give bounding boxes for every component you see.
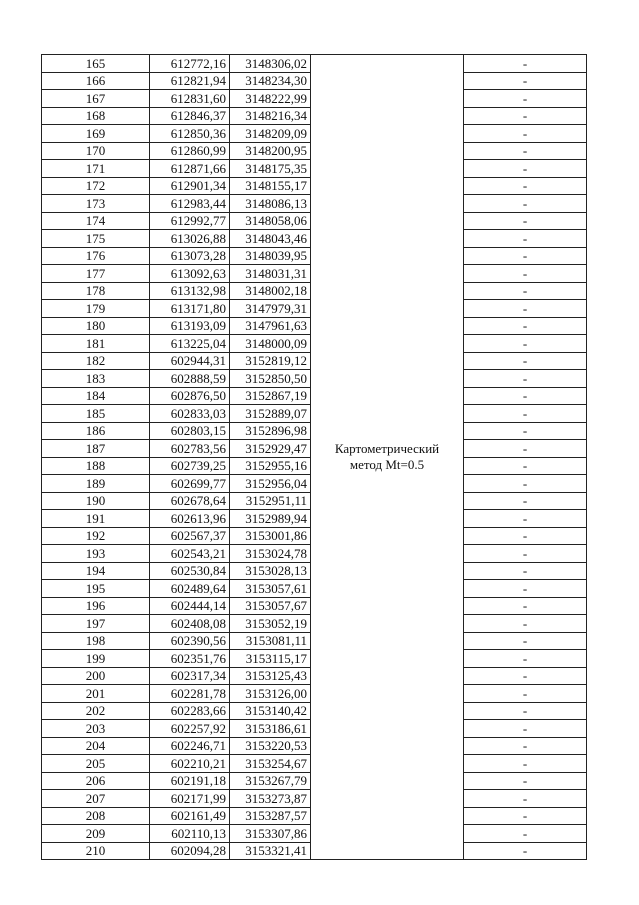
x-coordinate-cell: 602351,76 (150, 650, 230, 668)
y-coordinate-cell: 3148058,06 (230, 212, 311, 230)
x-coordinate-cell: 602699,77 (150, 475, 230, 493)
point-number-cell: 198 (42, 632, 150, 650)
accuracy-cell: - (464, 195, 587, 213)
y-coordinate-cell: 3153001,86 (230, 527, 311, 545)
point-number-cell: 184 (42, 387, 150, 405)
y-coordinate-cell: 3153028,13 (230, 562, 311, 580)
point-number-cell: 175 (42, 230, 150, 248)
x-coordinate-cell: 602489,64 (150, 580, 230, 598)
accuracy-cell: - (464, 475, 587, 493)
point-number-cell: 192 (42, 527, 150, 545)
point-number-cell: 209 (42, 825, 150, 843)
point-number-cell: 183 (42, 370, 150, 388)
x-coordinate-cell: 612850,36 (150, 125, 230, 143)
point-number-cell: 195 (42, 580, 150, 598)
coordinates-table-body (42, 55, 587, 860)
y-coordinate-cell: 3152955,16 (230, 457, 311, 475)
accuracy-cell: - (464, 422, 587, 440)
y-coordinate-cell: 3152951,11 (230, 492, 311, 510)
x-coordinate-cell: 602530,84 (150, 562, 230, 580)
x-coordinate-cell: 602094,28 (150, 842, 230, 860)
y-coordinate-cell: 3148209,09 (230, 125, 311, 143)
point-number-cell: 187 (42, 440, 150, 458)
x-coordinate-cell: 612901,34 (150, 177, 230, 195)
y-coordinate-cell: 3153273,87 (230, 790, 311, 808)
accuracy-cell: - (464, 737, 587, 755)
y-coordinate-cell: 3148000,09 (230, 335, 311, 353)
point-number-cell: 165 (42, 55, 150, 73)
accuracy-cell: - (464, 615, 587, 633)
method-label-line-2: метод Mt=0.5 (349, 457, 425, 472)
point-number-cell: 181 (42, 335, 150, 353)
point-number-cell: 194 (42, 562, 150, 580)
accuracy-cell: - (464, 125, 587, 143)
y-coordinate-cell: 3147961,63 (230, 317, 311, 335)
y-coordinate-cell: 3153052,19 (230, 615, 311, 633)
y-coordinate-cell: 3152850,50 (230, 370, 311, 388)
y-coordinate-cell: 3153254,67 (230, 755, 311, 773)
accuracy-cell: - (464, 317, 587, 335)
y-coordinate-cell: 3148200,95 (230, 142, 311, 160)
accuracy-cell: - (464, 580, 587, 598)
point-number-cell: 200 (42, 667, 150, 685)
x-coordinate-cell: 602161,49 (150, 807, 230, 825)
x-coordinate-cell: 613092,63 (150, 265, 230, 283)
x-coordinate-cell: 612821,94 (150, 72, 230, 90)
point-number-cell: 193 (42, 545, 150, 563)
accuracy-cell: - (464, 457, 587, 475)
point-number-cell: 189 (42, 475, 150, 493)
coordinates-table (41, 54, 587, 860)
x-coordinate-cell: 602678,64 (150, 492, 230, 510)
point-number-cell: 199 (42, 650, 150, 668)
point-number-cell: 174 (42, 212, 150, 230)
y-coordinate-cell: 3153126,00 (230, 685, 311, 703)
x-coordinate-cell: 602191,18 (150, 772, 230, 790)
x-coordinate-cell: 612871,66 (150, 160, 230, 178)
x-coordinate-cell: 602944,31 (150, 352, 230, 370)
y-coordinate-cell: 3152867,19 (230, 387, 311, 405)
accuracy-cell: - (464, 545, 587, 563)
x-coordinate-cell: 602283,66 (150, 702, 230, 720)
accuracy-cell: - (464, 527, 587, 545)
point-number-cell: 169 (42, 125, 150, 143)
x-coordinate-cell: 612992,77 (150, 212, 230, 230)
x-coordinate-cell: 602739,25 (150, 457, 230, 475)
x-coordinate-cell: 602210,21 (150, 755, 230, 773)
accuracy-cell: - (464, 720, 587, 738)
accuracy-cell: - (464, 230, 587, 248)
x-coordinate-cell: 602110,13 (150, 825, 230, 843)
y-coordinate-cell: 3148155,17 (230, 177, 311, 195)
method-cell (311, 55, 464, 860)
x-coordinate-cell: 602888,59 (150, 370, 230, 388)
x-coordinate-cell: 612860,99 (150, 142, 230, 160)
point-number-cell: 201 (42, 685, 150, 703)
y-coordinate-cell: 3152889,07 (230, 405, 311, 423)
x-coordinate-cell: 602613,96 (150, 510, 230, 528)
x-coordinate-cell: 613073,28 (150, 247, 230, 265)
accuracy-cell: - (464, 562, 587, 580)
accuracy-cell: - (464, 300, 587, 318)
point-number-cell: 204 (42, 737, 150, 755)
x-coordinate-cell: 613026,88 (150, 230, 230, 248)
x-coordinate-cell: 602567,37 (150, 527, 230, 545)
x-coordinate-cell: 612831,60 (150, 90, 230, 108)
accuracy-cell: - (464, 265, 587, 283)
y-coordinate-cell: 3148216,34 (230, 107, 311, 125)
accuracy-cell: - (464, 405, 587, 423)
accuracy-cell: - (464, 825, 587, 843)
x-coordinate-cell: 602257,92 (150, 720, 230, 738)
point-number-cell: 179 (42, 300, 150, 318)
y-coordinate-cell: 3147979,31 (230, 300, 311, 318)
point-number-cell: 178 (42, 282, 150, 300)
y-coordinate-cell: 3148306,02 (230, 55, 311, 73)
accuracy-cell: - (464, 807, 587, 825)
x-coordinate-cell: 613193,09 (150, 317, 230, 335)
x-coordinate-cell: 612772,16 (150, 55, 230, 73)
x-coordinate-cell: 602246,71 (150, 737, 230, 755)
accuracy-cell: - (464, 510, 587, 528)
y-coordinate-cell: 3148175,35 (230, 160, 311, 178)
y-coordinate-cell: 3148043,46 (230, 230, 311, 248)
y-coordinate-cell: 3148086,13 (230, 195, 311, 213)
accuracy-cell: - (464, 55, 587, 73)
accuracy-cell: - (464, 107, 587, 125)
point-number-cell: 171 (42, 160, 150, 178)
x-coordinate-cell: 602833,03 (150, 405, 230, 423)
accuracy-cell: - (464, 755, 587, 773)
x-coordinate-cell: 602281,78 (150, 685, 230, 703)
y-coordinate-cell: 3148234,30 (230, 72, 311, 90)
point-number-cell: 190 (42, 492, 150, 510)
y-coordinate-cell: 3153125,43 (230, 667, 311, 685)
accuracy-cell: - (464, 440, 587, 458)
accuracy-cell: - (464, 142, 587, 160)
accuracy-cell: - (464, 492, 587, 510)
y-coordinate-cell: 3152896,98 (230, 422, 311, 440)
y-coordinate-cell: 3153220,53 (230, 737, 311, 755)
point-number-cell: 168 (42, 107, 150, 125)
y-coordinate-cell: 3153307,86 (230, 825, 311, 843)
point-number-cell: 176 (42, 247, 150, 265)
accuracy-cell: - (464, 790, 587, 808)
point-number-cell: 207 (42, 790, 150, 808)
x-coordinate-cell: 602783,56 (150, 440, 230, 458)
accuracy-cell: - (464, 597, 587, 615)
accuracy-cell: - (464, 72, 587, 90)
point-number-cell: 210 (42, 842, 150, 860)
y-coordinate-cell: 3148222,99 (230, 90, 311, 108)
point-number-cell: 172 (42, 177, 150, 195)
point-number-cell: 166 (42, 72, 150, 90)
y-coordinate-cell: 3153287,57 (230, 807, 311, 825)
point-number-cell: 182 (42, 352, 150, 370)
point-number-cell: 180 (42, 317, 150, 335)
point-number-cell: 196 (42, 597, 150, 615)
y-coordinate-cell: 3152929,47 (230, 440, 311, 458)
y-coordinate-cell: 3153186,61 (230, 720, 311, 738)
accuracy-cell: - (464, 632, 587, 650)
accuracy-cell: - (464, 667, 587, 685)
x-coordinate-cell: 613225,04 (150, 335, 230, 353)
accuracy-cell: - (464, 160, 587, 178)
point-number-cell: 202 (42, 702, 150, 720)
y-coordinate-cell: 3153057,67 (230, 597, 311, 615)
accuracy-cell: - (464, 370, 587, 388)
method-label-line-1: Картометрический (334, 441, 440, 456)
x-coordinate-cell: 613171,80 (150, 300, 230, 318)
y-coordinate-cell: 3153267,79 (230, 772, 311, 790)
point-number-cell: 170 (42, 142, 150, 160)
accuracy-cell: - (464, 650, 587, 668)
x-coordinate-cell: 602543,21 (150, 545, 230, 563)
accuracy-cell: - (464, 685, 587, 703)
y-coordinate-cell: 3148031,31 (230, 265, 311, 283)
y-coordinate-cell: 3153321,41 (230, 842, 311, 860)
x-coordinate-cell: 602444,14 (150, 597, 230, 615)
accuracy-cell: - (464, 335, 587, 353)
x-coordinate-cell: 602876,50 (150, 387, 230, 405)
point-number-cell: 203 (42, 720, 150, 738)
point-number-cell: 173 (42, 195, 150, 213)
point-number-cell: 177 (42, 265, 150, 283)
accuracy-cell: - (464, 387, 587, 405)
y-coordinate-cell: 3152989,94 (230, 510, 311, 528)
y-coordinate-cell: 3153024,78 (230, 545, 311, 563)
point-number-cell: 205 (42, 755, 150, 773)
point-number-cell: 167 (42, 90, 150, 108)
point-number-cell: 185 (42, 405, 150, 423)
accuracy-cell: - (464, 282, 587, 300)
x-coordinate-cell: 602317,34 (150, 667, 230, 685)
y-coordinate-cell: 3153057,61 (230, 580, 311, 598)
x-coordinate-cell: 612983,44 (150, 195, 230, 213)
accuracy-cell: - (464, 90, 587, 108)
y-coordinate-cell: 3148002,18 (230, 282, 311, 300)
y-coordinate-cell: 3153081,11 (230, 632, 311, 650)
x-coordinate-cell: 613132,98 (150, 282, 230, 300)
x-coordinate-cell: 602408,08 (150, 615, 230, 633)
accuracy-cell: - (464, 247, 587, 265)
accuracy-cell: - (464, 842, 587, 860)
accuracy-cell: - (464, 772, 587, 790)
y-coordinate-cell: 3152956,04 (230, 475, 311, 493)
y-coordinate-cell: 3152819,12 (230, 352, 311, 370)
table-row (42, 55, 587, 73)
y-coordinate-cell: 3148039,95 (230, 247, 311, 265)
accuracy-cell: - (464, 702, 587, 720)
point-number-cell: 197 (42, 615, 150, 633)
y-coordinate-cell: 3153140,42 (230, 702, 311, 720)
point-number-cell: 208 (42, 807, 150, 825)
accuracy-cell: - (464, 352, 587, 370)
x-coordinate-cell: 612846,37 (150, 107, 230, 125)
x-coordinate-cell: 602390,56 (150, 632, 230, 650)
accuracy-cell: - (464, 177, 587, 195)
point-number-cell: 191 (42, 510, 150, 528)
y-coordinate-cell: 3153115,17 (230, 650, 311, 668)
x-coordinate-cell: 602803,15 (150, 422, 230, 440)
point-number-cell: 188 (42, 457, 150, 475)
x-coordinate-cell: 602171,99 (150, 790, 230, 808)
accuracy-cell: - (464, 212, 587, 230)
point-number-cell: 206 (42, 772, 150, 790)
point-number-cell: 186 (42, 422, 150, 440)
